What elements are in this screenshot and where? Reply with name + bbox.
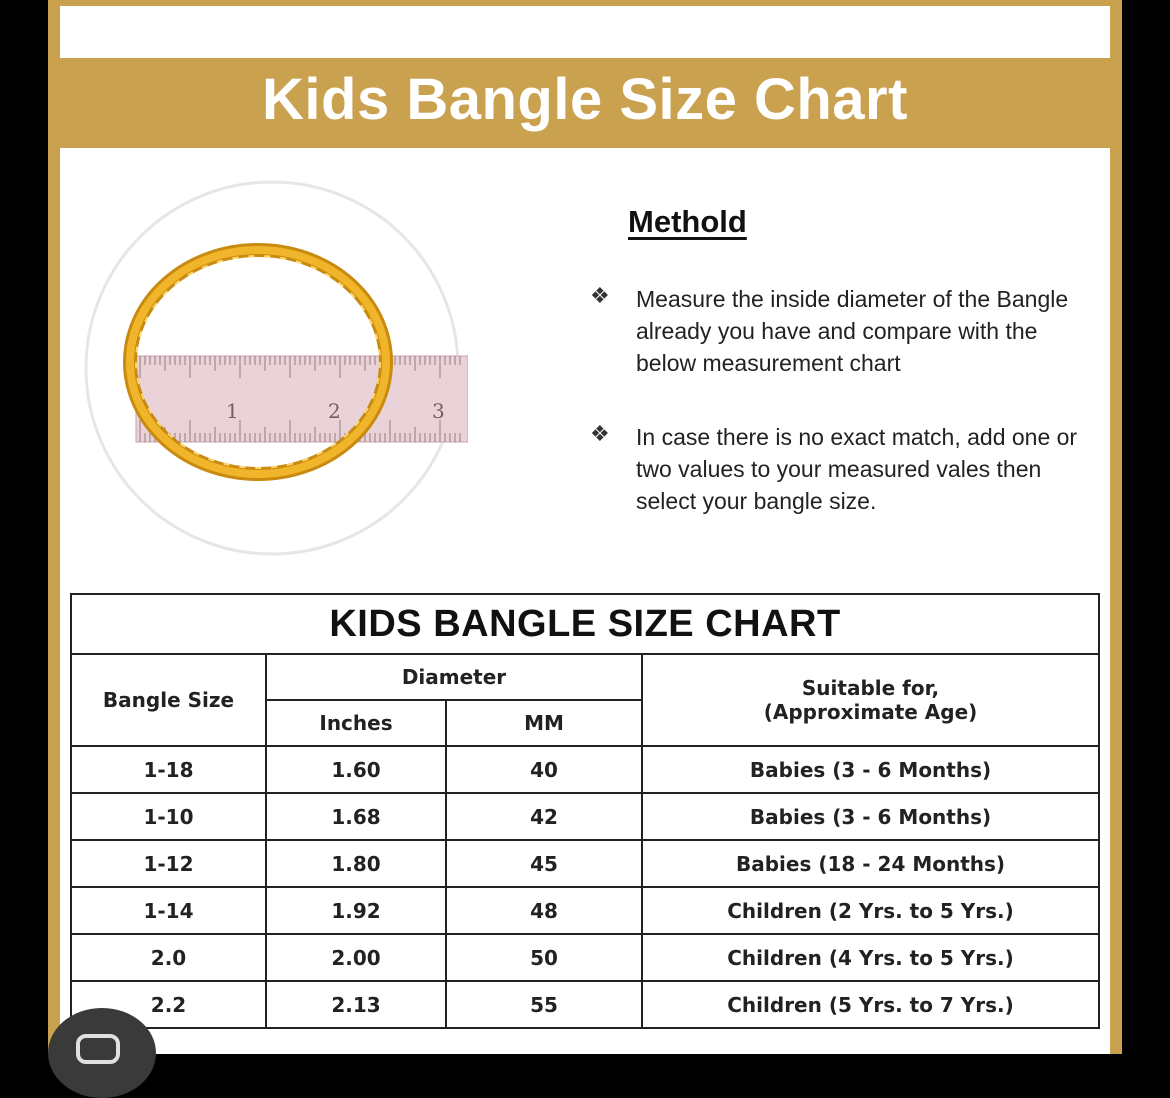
suitable-for-line-1: Suitable for, (801, 676, 940, 700)
table-row (71, 746, 1099, 793)
bangle-ruler-illustration (78, 180, 468, 558)
cell-mm: 48 (446, 887, 642, 934)
ruler-number-2: 2 (328, 399, 341, 423)
size-chart-table (70, 593, 1100, 1029)
camera-icon[interactable] (76, 1034, 120, 1064)
cell-age: Babies (18 - 24 Months) (642, 840, 1099, 887)
cell-bangle-size: 1-14 (71, 887, 266, 934)
chart-heading: KIDS BANGLE SIZE CHART (71, 594, 1099, 654)
table-row (71, 981, 1099, 1028)
ruler (136, 356, 468, 442)
cell-mm: 45 (446, 840, 642, 887)
table-row (71, 887, 1099, 934)
col-header-inches: Inches (266, 700, 446, 746)
cell-age: Children (4 Yrs. to 5 Yrs.) (642, 934, 1099, 981)
cell-age: Children (5 Yrs. to 7 Yrs.) (642, 981, 1099, 1028)
col-header-bangle-size: Bangle Size (71, 654, 266, 746)
col-header-mm: MM (446, 700, 642, 746)
size-chart-table-wrapper (70, 593, 1098, 1029)
table-row (71, 793, 1099, 840)
col-header-diameter: Diameter (266, 654, 642, 700)
four-diamond-bullet-icon: ❖ (590, 283, 610, 308)
cell-age: Babies (3 - 6 Months) (642, 746, 1099, 793)
cell-mm: 55 (446, 981, 642, 1028)
cell-inches: 1.80 (266, 840, 446, 887)
cell-age: Babies (3 - 6 Months) (642, 793, 1099, 840)
method-title: Methold (628, 204, 747, 239)
four-diamond-bullet-icon: ❖ (590, 421, 610, 446)
cell-mm: 40 (446, 746, 642, 793)
banner-title: Kids Bangle Size Chart (262, 67, 908, 132)
cell-bangle-size: 2.0 (71, 934, 266, 981)
cell-bangle-size: 1-12 (71, 840, 266, 887)
ruler-number-3: 3 (432, 399, 445, 423)
cell-mm: 42 (446, 793, 642, 840)
cell-inches: 1.68 (266, 793, 446, 840)
cell-bangle-size: 1-18 (71, 746, 266, 793)
cell-age: Children (2 Yrs. to 5 Yrs.) (642, 887, 1099, 934)
ruler-number-1: 1 (226, 399, 239, 423)
col-header-suitable-for (642, 654, 1099, 746)
table-row (71, 934, 1099, 981)
cell-bangle-size: 1-10 (71, 793, 266, 840)
cell-mm: 50 (446, 934, 642, 981)
suitable-for-line-2: (Approximate Age) (763, 700, 978, 724)
cell-inches: 2.13 (266, 981, 446, 1028)
cell-bangle-size: 2.2 (71, 981, 266, 1028)
cell-inches: 2.00 (266, 934, 446, 981)
table-row (71, 840, 1099, 887)
cell-inches: 1.92 (266, 887, 446, 934)
method-bullet-text: Measure the inside diameter of the Bangle already you have and compare with the below measurement chart (636, 286, 1069, 376)
method-bullet-text: In case there is no exact match, add one or two values to your measured vales then select your bangle size. (636, 424, 1078, 514)
cell-inches: 1.60 (266, 746, 446, 793)
top-white-strip (60, 6, 1110, 58)
